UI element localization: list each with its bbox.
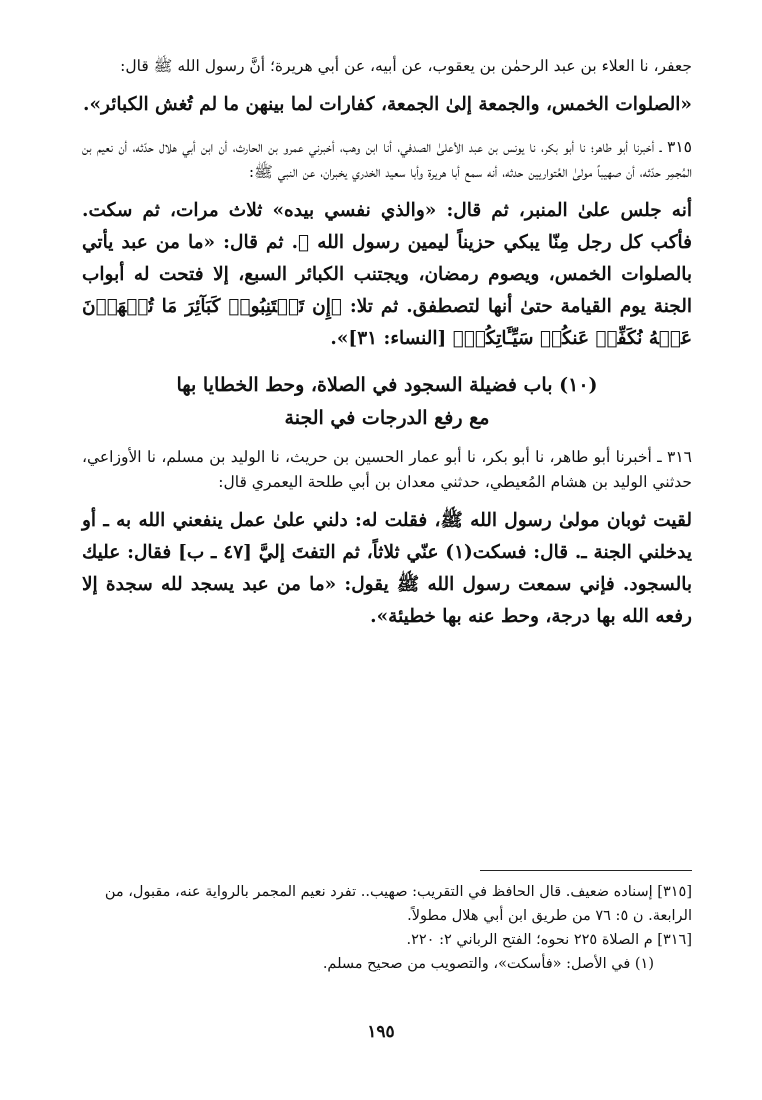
hadith-text-316: لقيت ثوبان مولىٰ رسول الله ﷺ، فقلت له: دلني علىٰ عمل ينفعني الله به ـ أو يدخلني الجنة ـ. قال: فسكت(١) عنّي ثلاثاً، ثم التفتَ إليَّ [٤٧ ـ ب] فقال: عليك بالسجود. فإني سمعت رسول الله ﷺ يقول: «ما من عبد يسجد لله سجدة إلا رفعه الله بها درجة، وحط عنه بها خطيئة». bbox=[82, 510, 692, 627]
footnote-1: (١) في الأصل: «فأسكت»، والتصويب من صحيح مسلم. bbox=[322, 956, 654, 972]
main-text bbox=[82, 54, 692, 633]
isnad-316: ٣١٦ ـ أخبرنا أبو طاهر، نا أبو بكر، نا أبو عمار الحسين بن حريث، نا الوليد بن مسلم، نا الأوزاعي، حدثني الوليد بن هشام المُعيطي، حدثني معدان بن أبي طلحة اليعمري قال: bbox=[82, 448, 692, 491]
page-number: ١٩٥ bbox=[367, 1022, 395, 1042]
footnote-divider bbox=[480, 870, 692, 871]
paragraph-isnad-continuation: جعفر، نا العلاء بن عبد الرحمٰن بن يعقوب، عن أبيه، عن أبي هريرة؛ أنَّ رسول الله ﷺ قال: bbox=[120, 57, 692, 75]
footnote-316: [٣١٦] م الصلاة ٢٢٥ نحوه؛ الفتح الرباني ٢: ٢٢٠. bbox=[406, 932, 692, 948]
footnote-315: [٣١٥] إسناده ضعيف. قال الحافظ في التقريب: صهيب.. تفرد نعيم المجمر بالرواية عنه، مقبول، من الرابعة. ن ٥: ٧٦ من طريق ابن أبي هلال مطولاً. bbox=[104, 884, 692, 924]
hadith-text-314: «الصلوات الخمس، والجمعة إلىٰ الجمعة، كفارات لما بينهن ما لم تُغش الكبائر». bbox=[83, 94, 692, 115]
footnotes bbox=[82, 880, 692, 976]
hadith-text-315: أنه جلس علىٰ المنبر، ثم قال: «والذي نفسي بيده» ثلاث مرات، ثم سكت. فأكب كل رجل مِنّا يبكي حزيناً ليمين رسول الله ﷺ. ثم قال: «ما من عبد يأتي بالصلوات الخمس، ويصوم رمضان، ويجتنب الكبائر السبع، إلا فتحت له أبواب الجنة يوم القيامة حتىٰ أنها لتصطفق. ثم تلا: ﴿إِن تَجۡتَنِبُوا۟ كَبَآئِرَ مَا تُنۡهَوۡنَ عَنۡهُ نُكَفِّرۡ عَنكُمۡ سَيِّـَٔاتِكُمۡ﴾ [النساء: ٣١]». bbox=[82, 200, 692, 349]
chapter-heading-line-1: (١٠) باب فضيلة السجود في الصلاة، وحط الخطايا بها bbox=[176, 374, 598, 396]
isnad-315: ٣١٥ ـ أخبرنا أبو طاهر؛ نا أبو بكر، نا يونس بن عبد الأعلىٰ الصدفي، أنا ابن وهب، أخبرني عمرو بن الحارث، أن ابن أبي هلال حدّثه، أن نعيم بن المُجمِر حدّثه، أن صهيباً مولىٰ العُتواريين حدثه، أنه سمع أبا هريرة وأبا سعيد الخدري يخبران، عن النبي ﷺ: bbox=[82, 138, 692, 181]
chapter-heading-line-2: مع رفع الدرجات في الجنة bbox=[284, 407, 490, 429]
